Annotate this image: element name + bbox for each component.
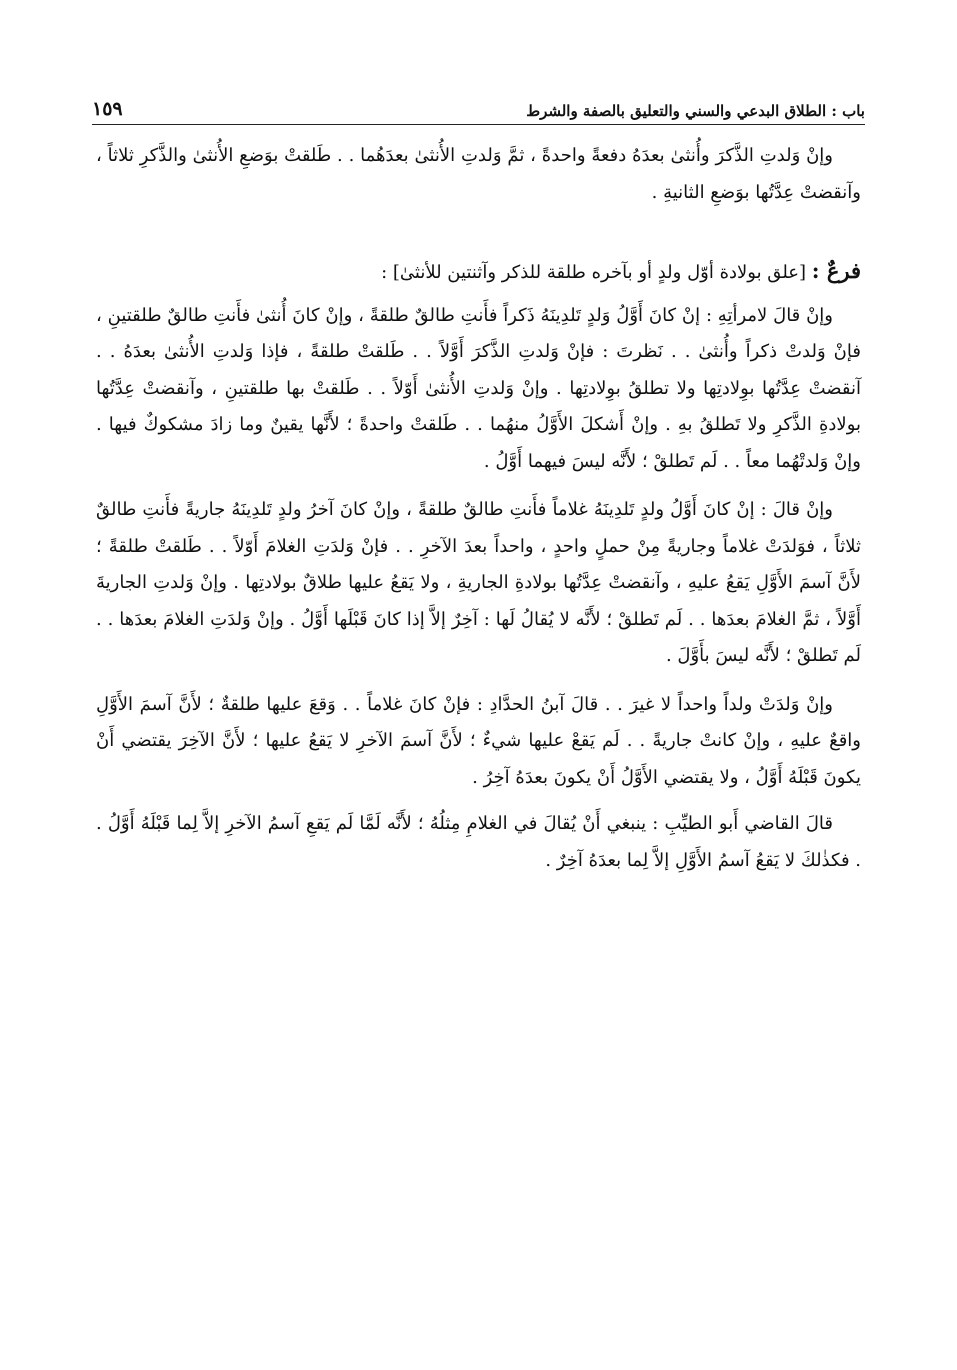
paragraph-3: وإنْ قالَ : إنْ كانَ أَوَّلُ ولدٍ تَلدِينَهُ غلاماً فأَنتِ طالقٌ طلقةً ، وإنْ كانَ آخرُ ولدٍ تَلدِينَهُ جاريةً فأَنتِ طالقٌ ثلاثاً ، فوَلدَتْ غلاماً وجاريةً مِنْ حملٍ واحدٍ ، واحداً بعدَ الآخرِ . . فإنْ وَلدَتِ الغلامَ أَوّلاً . . طَلقتْ طلقةً ؛ لأَنَّ آسمَ الأَوَّلِ يَقعُ عليهِ ، وآنقضتْ عِدَّتُها بولادةِ الجاريةِ ، ولا يَقعُ عليها طلاقٌ بولادتِها . وإنْ وَلدتِ الجاريةَ أَوَّلاً ، ثمَّ الغلامَ بعدَها . . لَم تَطلقْ ؛ لأَنَّه لا يُقالُ لَها : آخِرٌ إلاَّ إذا كانَ قَبْلَها أَوَّلُ . وإنْ وَلدَتِ الغلامَ بعدَها . . لَم تَطلقْ ؛ لأَنَّه ليسَ بأَوَّلَ . bbox=[96, 499, 861, 666]
running-title: باب : الطلاق البدعي والسني والتعليق بالصفة والشرط bbox=[526, 102, 865, 120]
branch-heading bbox=[96, 253, 861, 292]
branch-label: فرعٌ : bbox=[811, 258, 861, 283]
paragraph-1: وإنْ وَلدتِ الذَّكرَ وأُنثىٰ بعدَهُ دفعةً واحدةً ، ثمَّ وَلدتِ الأُنثىٰ بعدَهُما . . طَلقتْ بوَضعِ الأُنثىٰ والذَّكرِ ثلاثاً ، وآنقضتْ عِدَّتُها بوَضعِ الثانيةِ . bbox=[96, 145, 861, 203]
paragraph-2: وإنْ قالَ لامرأتِهِ : إنْ كانَ أَوَّلُ وَلدٍ تَلدِينَهُ ذَكراً فأَنتِ طالقٌ طلقةً ، وإنْ كانَ أُنثىٰ فأَنتِ طالقٌ طلقتينِ ، فإنْ وَلدتْ ذكراً وأُنثىٰ . . نَظرتَ : فإنْ وَلدتِ الذَّكرَ أَوَّلاً . . طَلقتْ طلقةً ، فإذا وَلدتِ الأُنثىٰ بعدَهُ . . آنقضتْ عِدَّتُها بوِلادتِها ولا تطلقُ بوِلادتِها . وإنْ وَلدتِ الأُنثىٰ أَوّلاً . . طَلقتْ بها طلقتينِ ، وآنقضتْ عِدَّتُها بولادةِ الذَّكرِ ولا تَطلقُ بهِ . وإنْ أَشكلَ الأَوَّلُ منهُما . . طَلقتْ واحدةً ؛ لأَنَّها يقينٌ وما زادَ مشكوكٌ فيها . وإنْ وَلدتْهُما معاً . . لَم تَطلقْ ؛ لأَنَّه ليسَ فيهما أَوَّلُ . bbox=[96, 304, 861, 472]
page-header bbox=[92, 84, 865, 125]
branch-title: [علق بولادة أوّل ولدٍ أو بآخره طلقة للذكر وآثنتين للأنثىٰ] : bbox=[381, 262, 807, 283]
page-body bbox=[96, 138, 861, 879]
page-number: ١٥٩ bbox=[92, 98, 123, 120]
paragraph-4: وإنْ وَلدَتْ ولداً واحداً لا غيرَ . . قالَ آبنُ الحدَّادِ : فإنْ كانَ غلاماً . . وَقعَ عليها طلقةٌ ؛ لأَنَّ آسمَ الأَوَّلِ واقعٌ عليهِ ، وإنْ كانتْ جاريةً . . لَم يَقعْ عليها شيءٌ ؛ لأَنَّ آسمَ الآخرِ لا يَقعُ عليها ؛ لأَنَّ الآخِرَ يقتضي أَنْ يكونَ قَبْلَهُ أَوَّلُ ، ولا يقتضي الأَوَّلُ أَنْ يكونَ بعدَهُ آخِرُ . bbox=[96, 693, 861, 788]
paragraph-5: قالَ القاضي أَبو الطيِّبِ : ينبغي أَنْ يُقالَ في الغلامِ مِثلُهُ ؛ لأَنَّه لَمَّا لَم يَقعِ آسمُ الآخرِ إلاَّ لِما قَبْلَهُ أَوَّلُ . . فكذٰلكَ لا يَقعُ آسمُ الأَوَّلِ إلاَّ لِما بعدَهُ آخِرٌ . bbox=[96, 813, 861, 871]
